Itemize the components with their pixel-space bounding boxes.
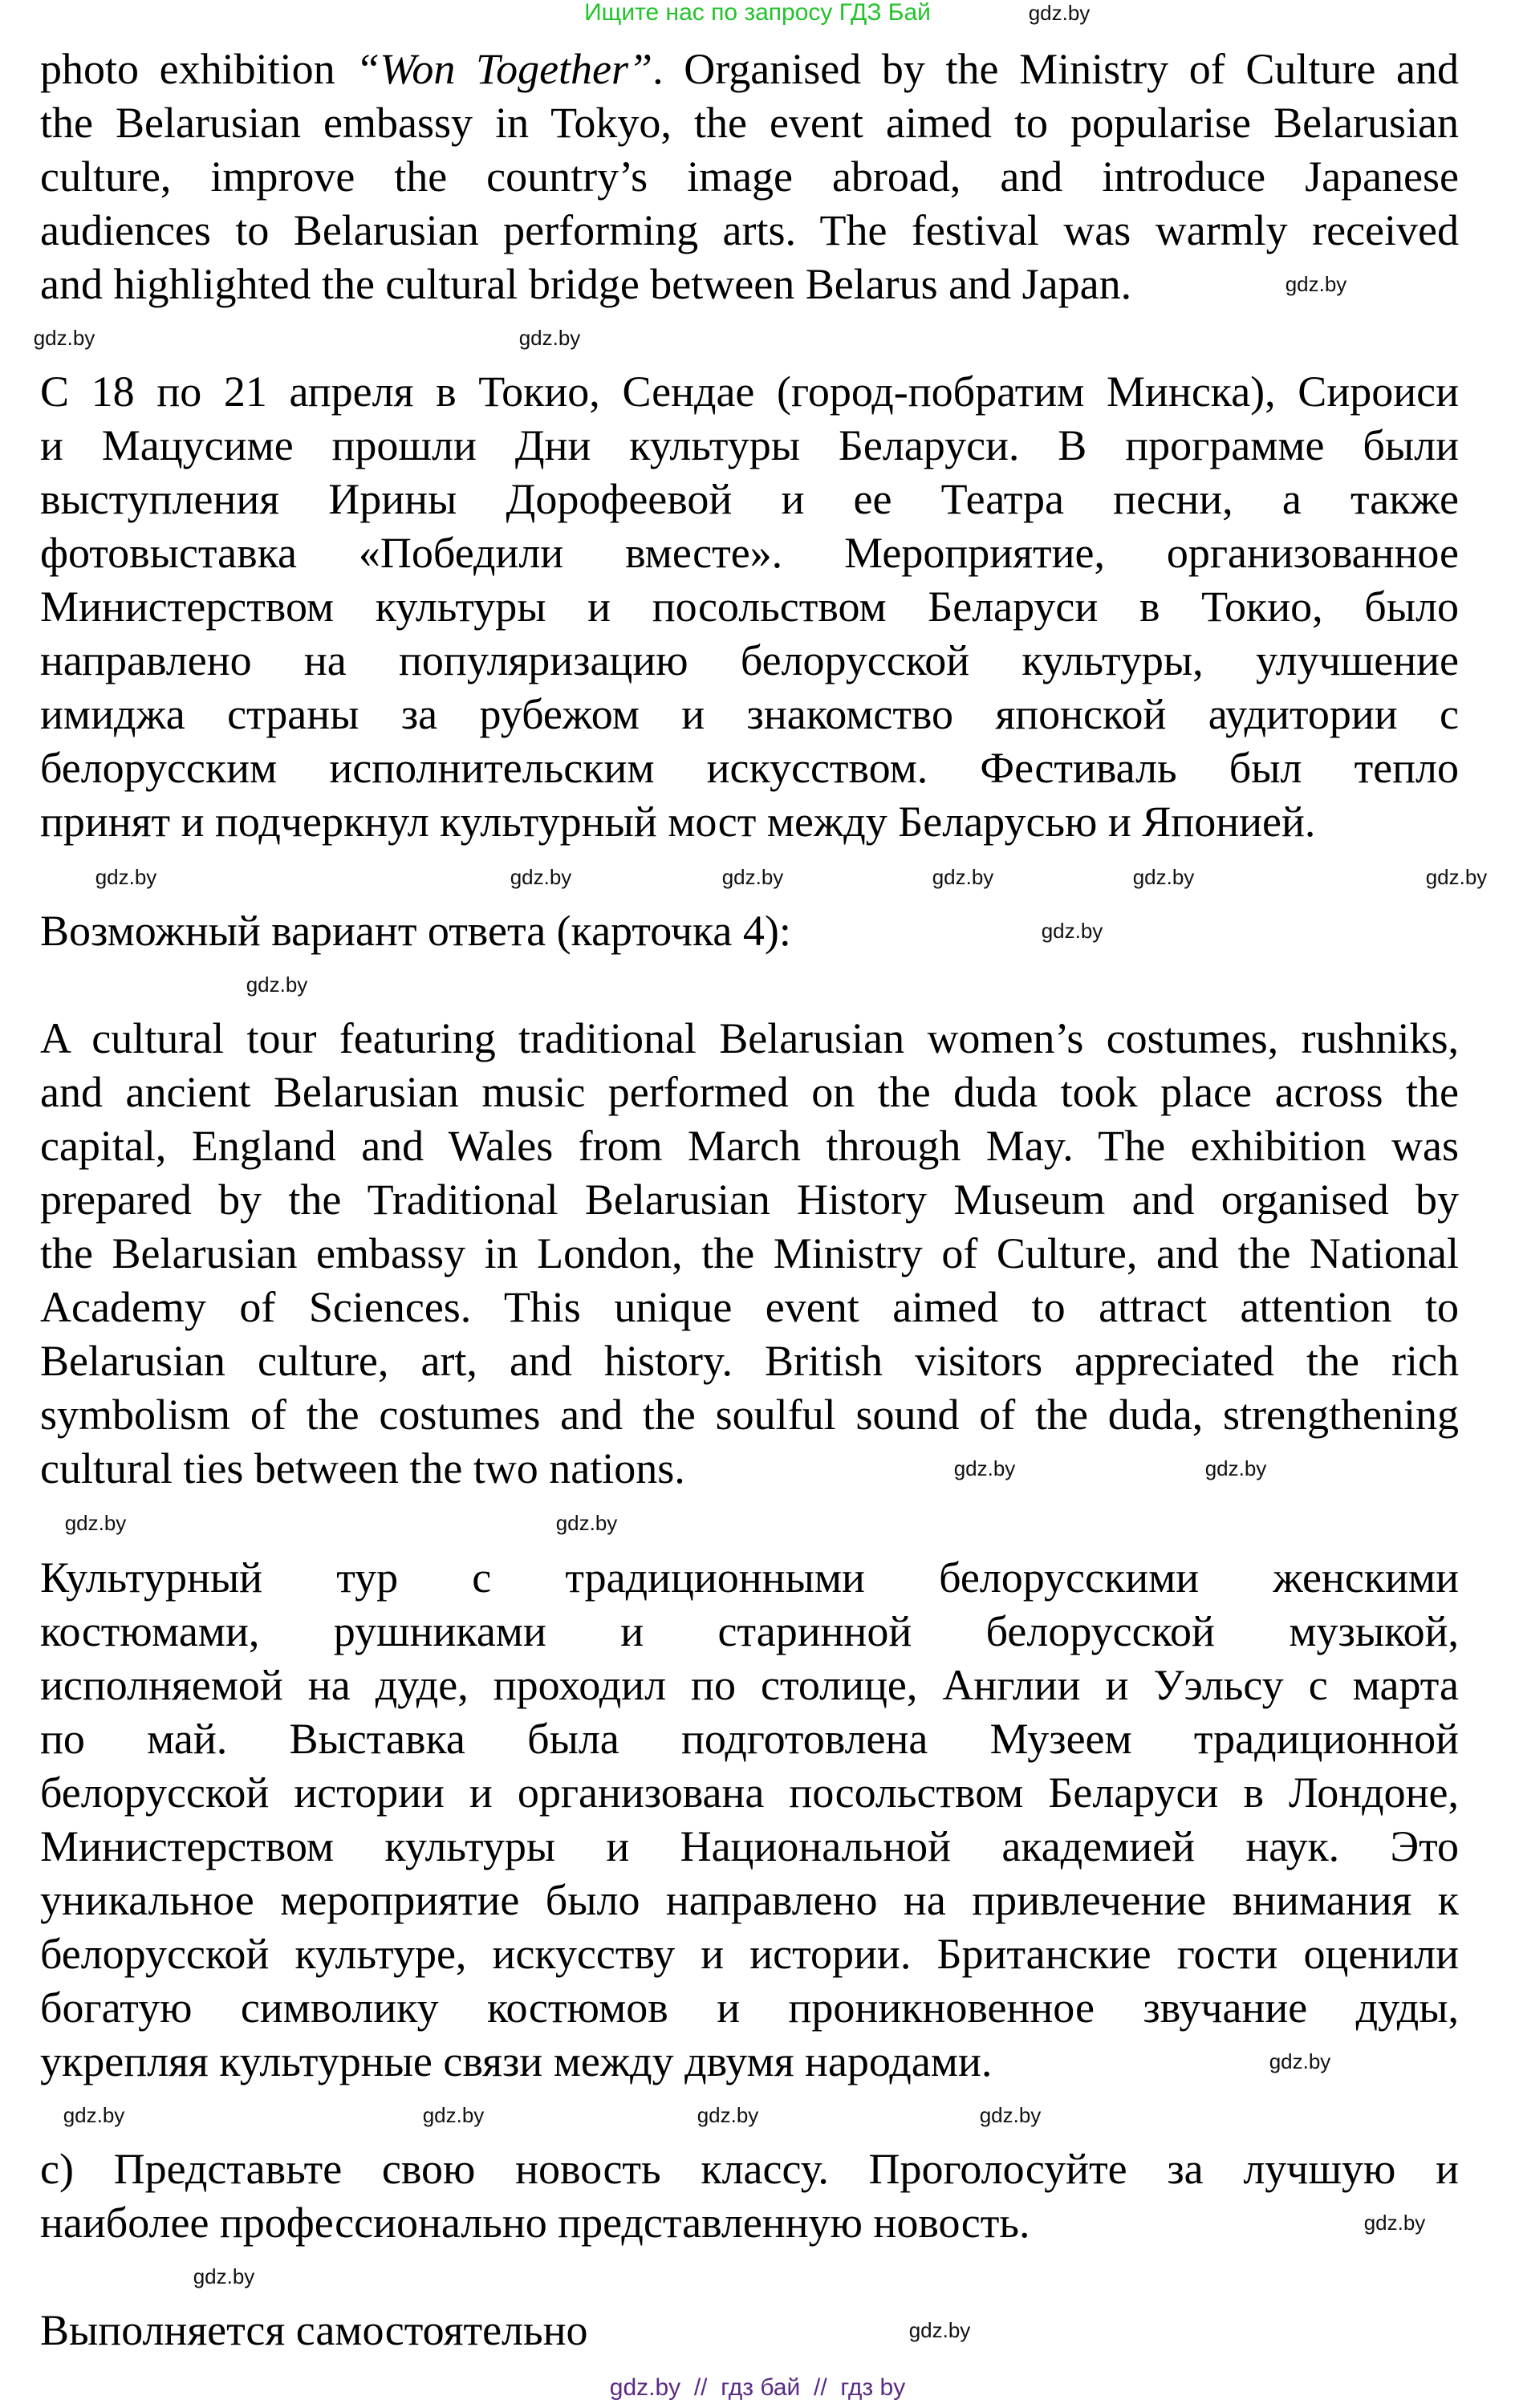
text-line: направлено на популяризацию белорусской культуры, улучшение [40,636,1459,684]
watermark: gdz.by [246,973,308,997]
watermark: gdz.by [721,865,784,889]
watermark: gdz.by [1269,2049,1331,2073]
text-line: богатую символику костюмов и проникновенное звучание дуды, [40,1984,1459,2032]
text-line: Министерством культуры и Национальной академией наук. Это [40,1822,1459,1870]
text-line: the Belarusian embassy in Tokyo, the event aimed to popularise Belarusian [40,99,1459,147]
watermark: gdz.by [95,865,157,889]
answer-heading: Возможный вариант ответа (карточка 4): [40,907,791,955]
text-line: culture, improve the country’s image abroad, and introduce Japanese [40,152,1459,201]
watermark: gdz.by [932,865,994,889]
text-line: фотовыставка «Победили вместе». Мероприятие, организованное [40,529,1459,577]
watermark: gdz.by [1285,272,1347,296]
text-line: укрепляя культурные связи между двумя народами. [40,2037,993,2085]
answer-text: Выполняется самостоятельно [40,2306,588,2354]
watermark: gdz.by [63,2103,125,2127]
text-line: белорусской истории и организована посольством Беларуси в Лондоне, [40,1768,1459,1817]
text-line: Министерством культуры и посольством Беларуси в Токио, было [40,583,1459,631]
text-line: and highlighted the cultural bridge between Belarus and Japan. [40,260,1132,308]
text-line: белорусским исполнительским искусством. Фестиваль был тепло [40,744,1459,792]
text-line: белорусской культуре, искусству и истории. Британские гости оценили [40,1930,1459,1978]
watermark: gdz.by [33,326,95,350]
text-segment: . Organised by the Ministry of Culture and [652,45,1460,93]
text-line: исполняемой на дуде, проходил по столице, Англии и Уэльсу с марта [40,1661,1459,1709]
text-line: audiences to Belarusian performing arts. The festival was warmly received [40,206,1459,254]
text-line: A cultural tour featuring traditional Belarusian women’s costumes, rushniks, [40,1014,1459,1062]
watermark: gdz.by [555,1511,618,1535]
text-line: cultural ties between the two nations. [40,1444,685,1492]
text-line: и Мацусиме прошли Дни культуры Беларуси. В программе были [40,421,1459,469]
watermark: gdz.by [1204,1456,1267,1480]
text-line: Belarusian culture, art, and history. British visitors appreciated the rich [40,1337,1459,1385]
text-segment: photo exhibition [40,45,356,93]
watermark: gdz.by [1425,865,1488,889]
text-line: capital, England and Wales from March through May. The exhibition was [40,1122,1459,1170]
watermark: gdz.by [1028,1,1091,25]
text-line: and ancient Belarusian music performed on the duda took place across the [40,1068,1459,1116]
watermark: gdz.by [953,1456,1016,1480]
text-line: выступления Ирины Дорофеевой и ее Театра песни, а также [40,475,1459,523]
watermark: gdz.by [510,865,572,889]
text-line: Культурный тур с традиционными белорусскими женскими [40,1553,1459,1602]
text-line: по май. Выставка была подготовлена Музеем традиционной [40,1715,1459,1763]
text-line: the Belarusian embassy in London, the Ministry of Culture, and the National [40,1229,1459,1277]
watermark: gdz.by [979,2103,1042,2127]
text-line: принят и подчеркнул культурный мост между Беларусью и Японией. [40,798,1316,846]
watermark: gdz.by [697,2103,759,2127]
watermark: gdz.by [908,2318,971,2342]
text-line: костюмами, рушниками и старинной белорусской музыкой, [40,1607,1459,1655]
text-line [40,43,1459,96]
watermark: gdz.by [518,326,581,350]
watermark: gdz.by [1041,919,1103,943]
watermark: gdz.by [1132,865,1195,889]
text-line: symbolism of the costumes and the soulful sound of the duda, strengthening [40,1391,1459,1439]
text-line: c) Представьте свою новость классу. Проголосуйте за лучшую и [40,2145,1459,2193]
text-line: С 18 по 21 апреля в Токио, Сендае (город-побратим Минска), Сироиси [40,367,1459,416]
text-line: имиджа страны за рубежом и знакомство японской аудитории с [40,690,1459,738]
text-line: Academy of Sciences. This unique event aimed to attract attention to [40,1283,1459,1331]
footer-banner: gdz.by // гдз бай // гдз by [609,2374,906,2401]
text-line: prepared by the Traditional Belarusian History Museum and organised by [40,1176,1459,1224]
watermark: gdz.by [1363,2211,1426,2235]
watermark: gdz.by [193,2264,255,2288]
watermark: gdz.by [64,1511,127,1535]
exhibition-title: “Won Together” [355,45,653,93]
watermark: gdz.by [422,2103,485,2127]
text-line: уникальное мероприятие было направлено на привлечение внимания к [40,1876,1459,1924]
header-banner: Ищите нас по запросу ГДЗ Бай [584,0,931,26]
text-line: наиболее профессионально представленную новость. [40,2199,1030,2247]
